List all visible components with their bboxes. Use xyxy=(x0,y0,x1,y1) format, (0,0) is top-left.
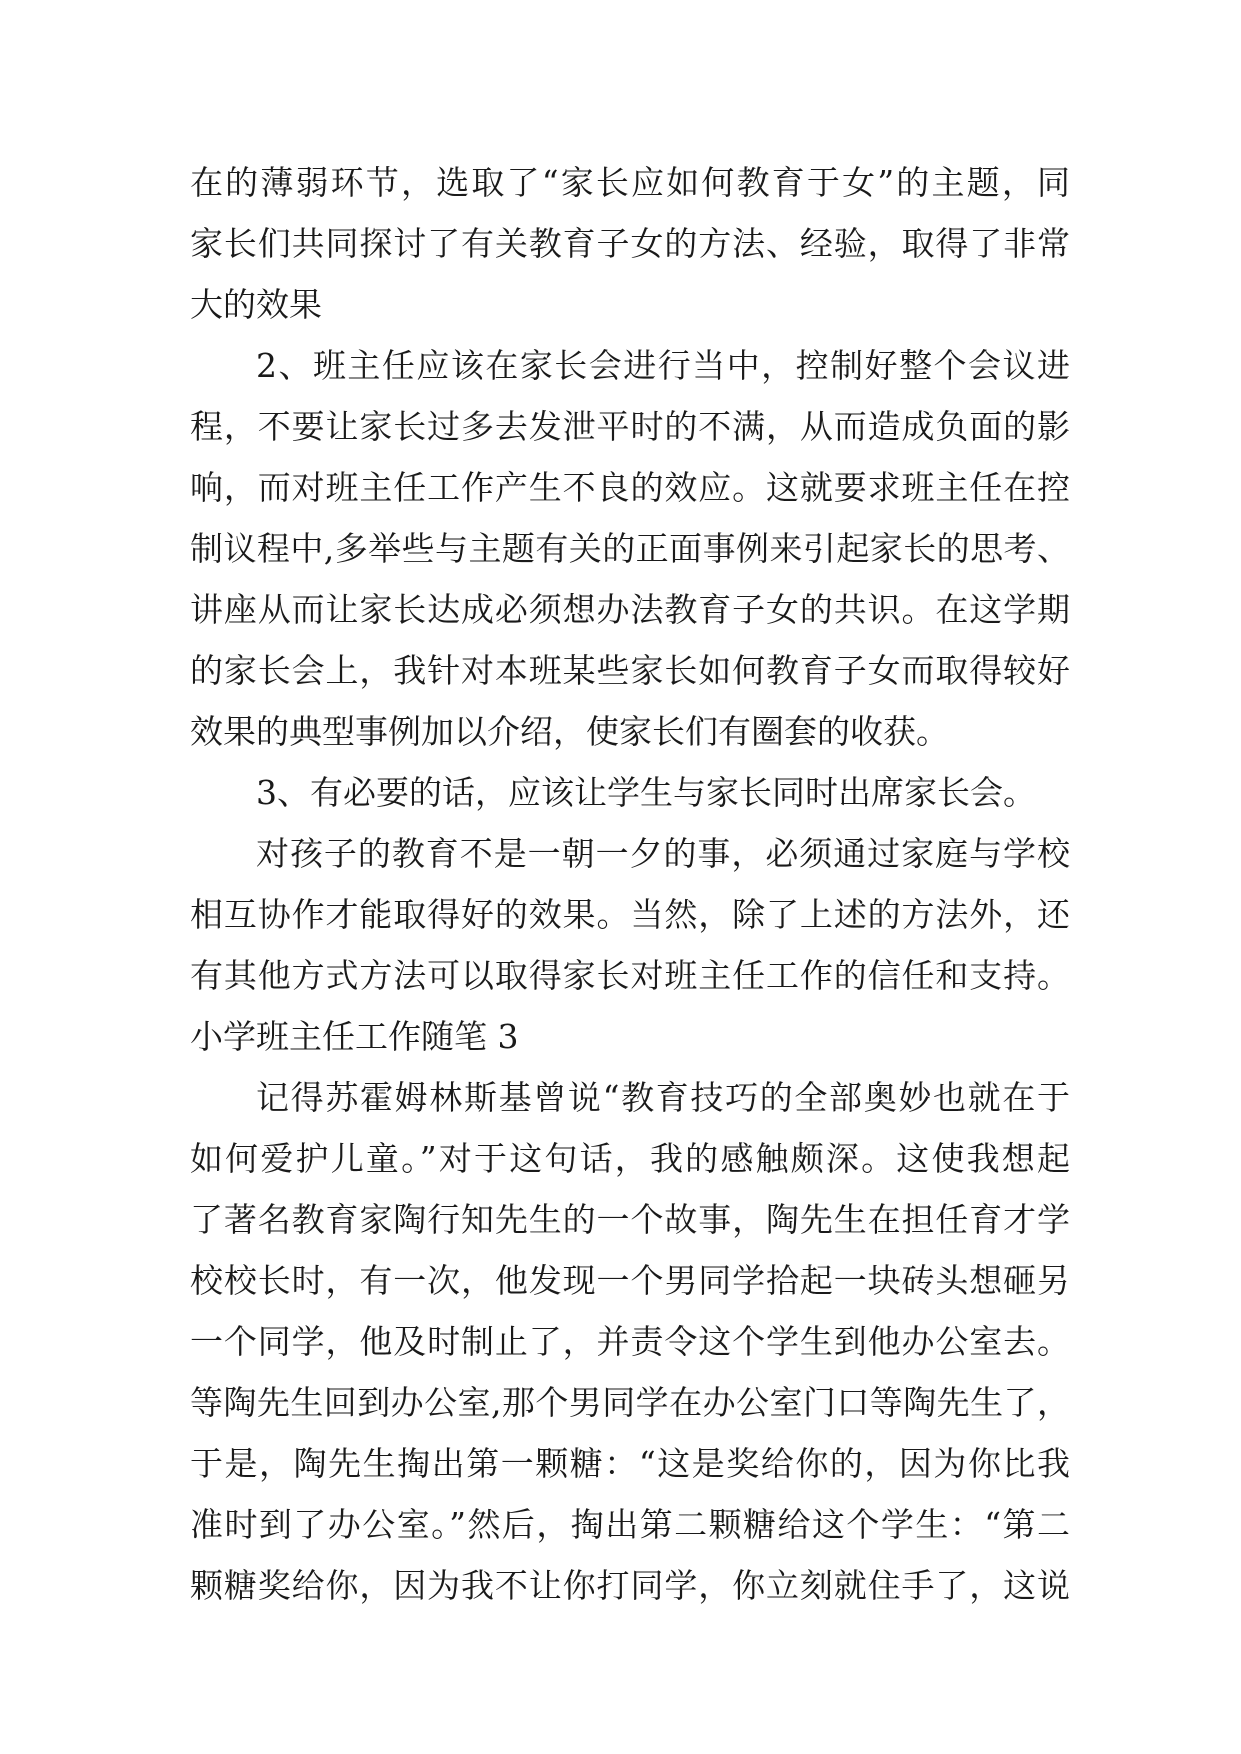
text-line-13: 相互协作才能取得好的效果。当然，除了上述的方法外，还 xyxy=(190,895,1070,934)
text-line-9: 的家长会上，我针对本班某些家长如何教育子女而取得较好 xyxy=(190,651,1070,690)
text-line-3: 大的效果 xyxy=(190,285,322,324)
text-line-12: 对孩子的教育不是一朝一夕的事，必须通过家庭与学校 xyxy=(256,834,1070,873)
section-heading: 小学班主任工作随笔 3 xyxy=(190,1017,519,1056)
text-line-20: 一个同学，他及时制止了，并责令这个学生到他办公室去。 xyxy=(190,1322,1070,1361)
body-text xyxy=(190,152,1070,1616)
text-line-2: 家长们共同探讨了有关教育子女的方法、经验，取得了非常 xyxy=(190,224,1070,263)
text-line-7: 制议程中,多举些与主题有关的正面事例来引起家长的思考、 xyxy=(190,529,1070,568)
text-line-8: 讲座从而让家长达成必须想办法教育子女的共识。在这学期 xyxy=(190,590,1070,629)
text-line-14: 有其他方式方法可以取得家长对班主任工作的信任和支持。 xyxy=(190,956,1070,995)
text-line-6: 响，而对班主任工作产生不良的效应。这就要求班主任在控 xyxy=(190,468,1070,507)
text-line-11: 3、有必要的话，应该让学生与家长同时出席家长会。 xyxy=(256,773,1036,812)
text-line-23: 准时到了办公室。”然后，掏出第二颗糖给这个学生：“第二 xyxy=(190,1505,1070,1544)
text-line-18: 了著名教育家陶行知先生的一个故事，陶先生在担任育才学 xyxy=(190,1200,1070,1239)
text-line-16: 记得苏霍姆林斯基曾说“教育技巧的全部奥妙也就在于 xyxy=(256,1078,1070,1117)
text-line-1: 在的薄弱环节，选取了“家长应如何教育于女”的主题，同 xyxy=(190,163,1070,202)
text-line-10: 效果的典型事例加以介绍，使家长们有圈套的收获。 xyxy=(190,712,949,751)
text-line-22: 于是，陶先生掏出第一颗糖：“这是奖给你的，因为你比我 xyxy=(190,1444,1070,1483)
text-line-5: 程，不要让家长过多去发泄平时的不满，从而造成负面的影 xyxy=(190,407,1070,446)
text-line-17: 如何爱护儿童。”对于这句话，我的感触颇深。这使我想起 xyxy=(190,1139,1070,1178)
text-line-21: 等陶先生回到办公室,那个男同学在办公室门口等陶先生了， xyxy=(190,1383,1070,1422)
text-line-24: 颗糖奖给你，因为我不让你打同学，你立刻就住手了，这说 xyxy=(190,1566,1070,1605)
text-line-19: 校校长时，有一次，他发现一个男同学拾起一块砖头想砸另 xyxy=(190,1261,1070,1300)
text-line-4: 2、班主任应该在家长会进行当中，控制好整个会议进 xyxy=(256,346,1070,385)
